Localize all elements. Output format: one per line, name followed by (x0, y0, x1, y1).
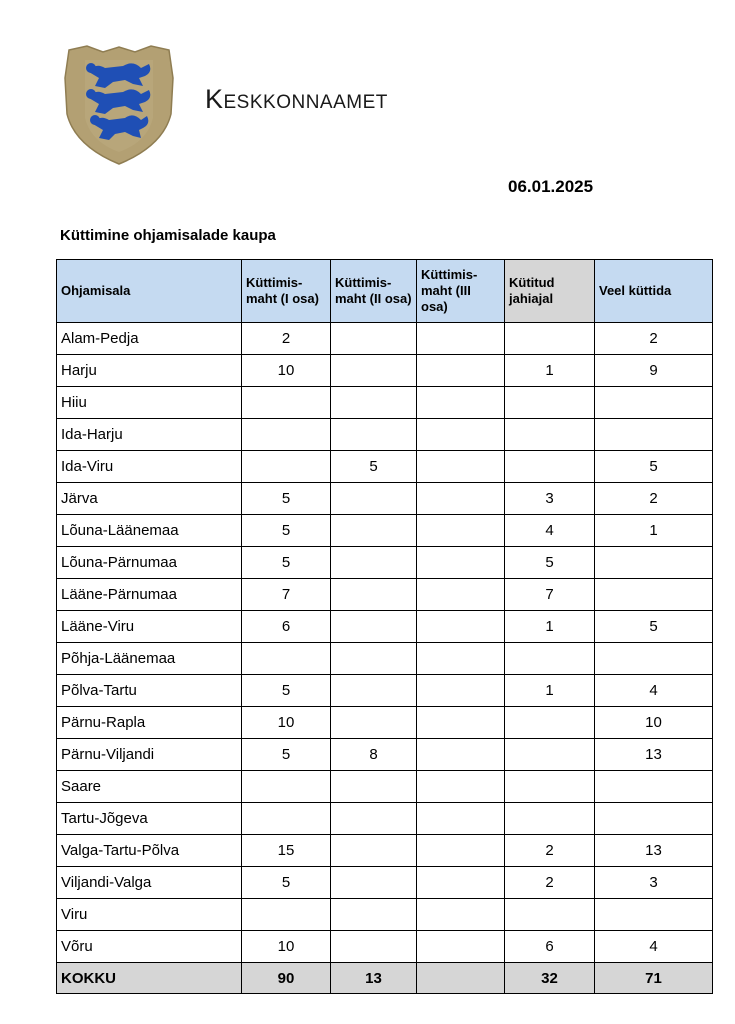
table-row (57, 707, 713, 739)
region-cell: Valga-Tartu-Põlva (57, 835, 242, 867)
document-date: 06.01.2025 (508, 177, 594, 196)
value-cell: 2 (595, 323, 713, 355)
value-cell (505, 899, 595, 931)
value-cell (505, 387, 595, 419)
col-header-maht-2: Küttimis-maht (II osa) (331, 260, 417, 323)
value-cell (595, 547, 713, 579)
value-cell: 71 (595, 963, 713, 994)
region-cell: Saare (57, 771, 242, 803)
value-cell (595, 771, 713, 803)
value-cell (242, 643, 331, 675)
table-row (57, 547, 713, 579)
coat-of-arms-icon (59, 42, 179, 166)
col-header-veel: Veel küttida (595, 260, 713, 323)
value-cell (417, 963, 505, 994)
value-cell: 5 (242, 739, 331, 771)
value-cell (595, 899, 713, 931)
table-row (57, 515, 713, 547)
value-cell (417, 675, 505, 707)
value-cell (417, 483, 505, 515)
value-cell (505, 451, 595, 483)
value-cell: 13 (595, 739, 713, 771)
value-cell (417, 451, 505, 483)
region-cell: Harju (57, 355, 242, 387)
value-cell: 2 (595, 483, 713, 515)
value-cell: 9 (595, 355, 713, 387)
value-cell (417, 867, 505, 899)
value-cell: 7 (242, 579, 331, 611)
value-cell: 5 (505, 547, 595, 579)
table-row (57, 579, 713, 611)
value-cell (417, 547, 505, 579)
value-cell (417, 803, 505, 835)
region-cell: Põhja-Läänemaa (57, 643, 242, 675)
value-cell: 1 (505, 611, 595, 643)
value-cell (331, 867, 417, 899)
value-cell: 1 (505, 675, 595, 707)
value-cell (242, 419, 331, 451)
region-cell: Lääne-Viru (57, 611, 242, 643)
region-cell: Lõuna-Pärnumaa (57, 547, 242, 579)
region-cell: KOKKU (57, 963, 242, 994)
value-cell (417, 579, 505, 611)
value-cell: 10 (242, 707, 331, 739)
value-cell (417, 707, 505, 739)
value-cell: 5 (242, 547, 331, 579)
region-cell: Järva (57, 483, 242, 515)
table-row (57, 611, 713, 643)
table-row (57, 483, 713, 515)
value-cell: 1 (505, 355, 595, 387)
value-cell (331, 387, 417, 419)
table-row (57, 899, 713, 931)
value-cell (242, 803, 331, 835)
col-header-kutitud: Kütitud jahiajal (505, 260, 595, 323)
value-cell (331, 899, 417, 931)
region-cell: Ida-Harju (57, 419, 242, 451)
value-cell (331, 771, 417, 803)
value-cell: 5 (242, 675, 331, 707)
value-cell: 13 (331, 963, 417, 994)
region-cell: Viru (57, 899, 242, 931)
table-total-row (57, 963, 713, 994)
value-cell: 10 (242, 355, 331, 387)
table-row (57, 387, 713, 419)
value-cell (505, 323, 595, 355)
value-cell: 3 (505, 483, 595, 515)
value-cell (595, 387, 713, 419)
value-cell: 5 (242, 515, 331, 547)
value-cell (417, 387, 505, 419)
value-cell (595, 579, 713, 611)
region-cell: Pärnu-Rapla (57, 707, 242, 739)
value-cell: 2 (242, 323, 331, 355)
value-cell (242, 451, 331, 483)
value-cell (417, 323, 505, 355)
region-cell: Alam-Pedja (57, 323, 242, 355)
value-cell (331, 835, 417, 867)
value-cell (595, 803, 713, 835)
table-title: Küttimine ohjamisalade kaupa (60, 227, 276, 244)
value-cell (595, 643, 713, 675)
value-cell (417, 355, 505, 387)
value-cell (331, 931, 417, 963)
value-cell: 6 (242, 611, 331, 643)
value-cell: 15 (242, 835, 331, 867)
value-cell: 10 (595, 707, 713, 739)
value-cell: 4 (595, 675, 713, 707)
value-cell: 4 (595, 931, 713, 963)
value-cell: 5 (595, 611, 713, 643)
table-row (57, 419, 713, 451)
region-cell: Lääne-Pärnumaa (57, 579, 242, 611)
value-cell: 10 (242, 931, 331, 963)
table-row (57, 931, 713, 963)
value-cell (331, 547, 417, 579)
value-cell (331, 483, 417, 515)
value-cell: 32 (505, 963, 595, 994)
value-cell (331, 707, 417, 739)
value-cell (242, 387, 331, 419)
value-cell (331, 803, 417, 835)
value-cell: 5 (595, 451, 713, 483)
region-cell: Lõuna-Läänemaa (57, 515, 242, 547)
table-row (57, 867, 713, 899)
value-cell (505, 739, 595, 771)
table-row (57, 643, 713, 675)
value-cell (331, 323, 417, 355)
value-cell (417, 739, 505, 771)
value-cell (331, 355, 417, 387)
region-cell: Ida-Viru (57, 451, 242, 483)
value-cell: 2 (505, 867, 595, 899)
value-cell (417, 515, 505, 547)
value-cell: 1 (595, 515, 713, 547)
value-cell (331, 611, 417, 643)
table-row (57, 739, 713, 771)
value-cell: 6 (505, 931, 595, 963)
value-cell (417, 611, 505, 643)
region-cell: Viljandi-Valga (57, 867, 242, 899)
region-cell: Tartu-Jõgeva (57, 803, 242, 835)
value-cell: 5 (331, 451, 417, 483)
value-cell: 3 (595, 867, 713, 899)
table-row (57, 451, 713, 483)
value-cell (331, 675, 417, 707)
value-cell (505, 643, 595, 675)
value-cell (417, 835, 505, 867)
value-cell (417, 771, 505, 803)
col-header-maht-1: Küttimis-maht (I osa) (242, 260, 331, 323)
value-cell (331, 579, 417, 611)
value-cell: 8 (331, 739, 417, 771)
table-row (57, 803, 713, 835)
value-cell (595, 419, 713, 451)
region-cell: Põlva-Tartu (57, 675, 242, 707)
table-row (57, 771, 713, 803)
value-cell (331, 515, 417, 547)
col-header-ohjamisala: Ohjamisala (57, 260, 242, 323)
region-cell: Pärnu-Viljandi (57, 739, 242, 771)
value-cell (417, 643, 505, 675)
value-cell: 4 (505, 515, 595, 547)
value-cell: 2 (505, 835, 595, 867)
value-cell: 7 (505, 579, 595, 611)
table-row (57, 835, 713, 867)
value-cell: 13 (595, 835, 713, 867)
value-cell (242, 899, 331, 931)
value-cell (417, 419, 505, 451)
col-header-maht-3: Küttimis-maht (III osa) (417, 260, 505, 323)
value-cell (417, 931, 505, 963)
table-header-row (57, 260, 713, 323)
region-cell: Võru (57, 931, 242, 963)
value-cell: 90 (242, 963, 331, 994)
value-cell (505, 803, 595, 835)
table-row (57, 323, 713, 355)
value-cell (505, 771, 595, 803)
org-name: Keskkonnaamet (205, 84, 388, 114)
value-cell (242, 771, 331, 803)
table-row (57, 675, 713, 707)
value-cell (417, 899, 505, 931)
value-cell (331, 419, 417, 451)
value-cell (331, 643, 417, 675)
region-cell: Hiiu (57, 387, 242, 419)
value-cell (505, 419, 595, 451)
value-cell: 5 (242, 483, 331, 515)
value-cell: 5 (242, 867, 331, 899)
table-row (57, 355, 713, 387)
value-cell (505, 707, 595, 739)
hunting-table (56, 259, 713, 994)
